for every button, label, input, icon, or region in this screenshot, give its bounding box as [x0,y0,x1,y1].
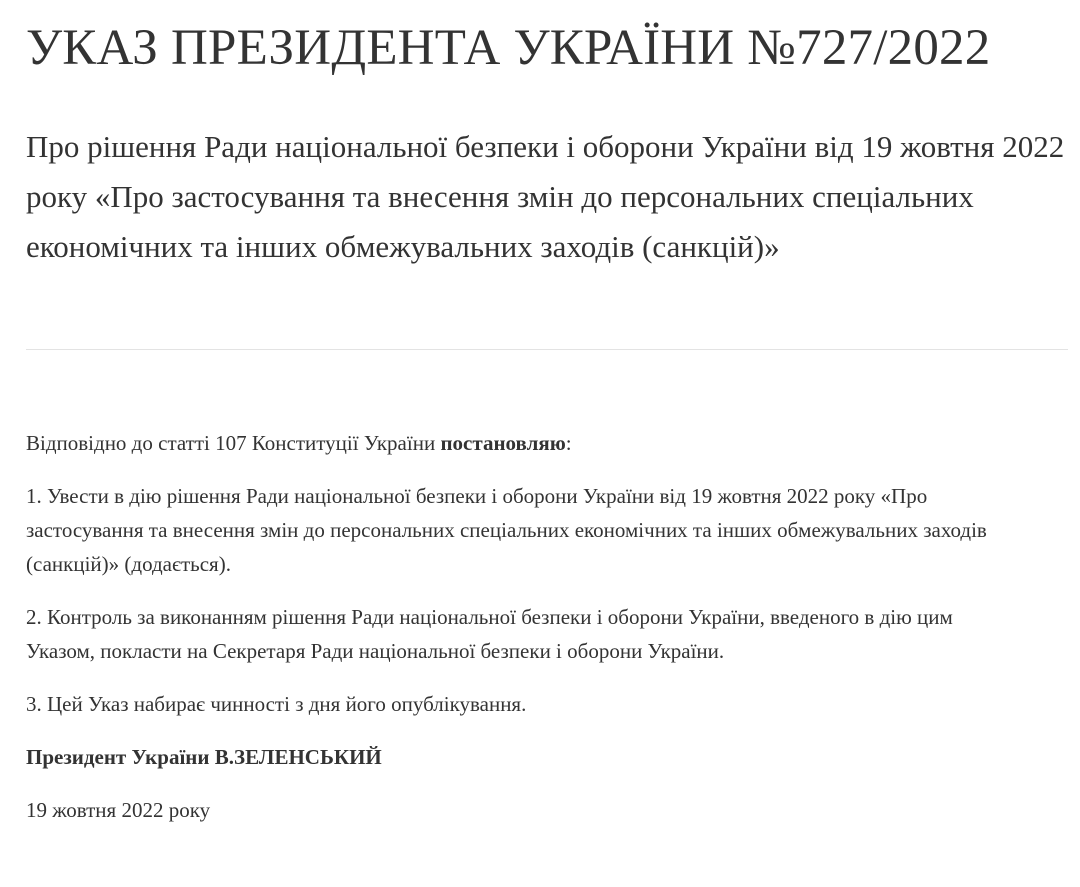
page-title: УКАЗ ПРЕЗИДЕНТА УКРАЇНИ №727/2022 [26,20,991,76]
signature: Президент України В.ЗЕЛЕНСЬКИЙ [26,745,382,769]
decree-item-1: 1. Увести в дію рішення Ради національної безпеки і оборони України від 19 жовтня 2022 року «Про застосування та внесення змін до персональних спеціальних економічних та інших обмежувальних заходів (санкцій)» (додається). [26,484,987,576]
preamble-text: Відповідно до статті 107 Конституції України [26,431,441,455]
decree-date: 19 жовтня 2022 року [26,798,211,822]
preamble [26,426,1026,460]
page-subtitle: Про рішення Ради національної безпеки і оборони України від 19 жовтня 2022 року «Про застосування та внесення змін до персональних спеціальних економічних та інших обмежувальних заходів (санкцій)» [26,129,1065,264]
divider [26,349,1068,350]
decree-body [26,426,1026,827]
preamble-emphasis: постановляю [440,431,566,455]
decree-item-2: 2. Контроль за виконанням рішення Ради національної безпеки і оборони України, введеного в дію цим Указом, покласти на Секретаря Ради національної безпеки і оборони України. [26,605,953,663]
decree-item-3: 3. Цей Указ набирає чинності з дня його опублікування. [26,692,527,716]
preamble-suffix: : [565,431,572,455]
